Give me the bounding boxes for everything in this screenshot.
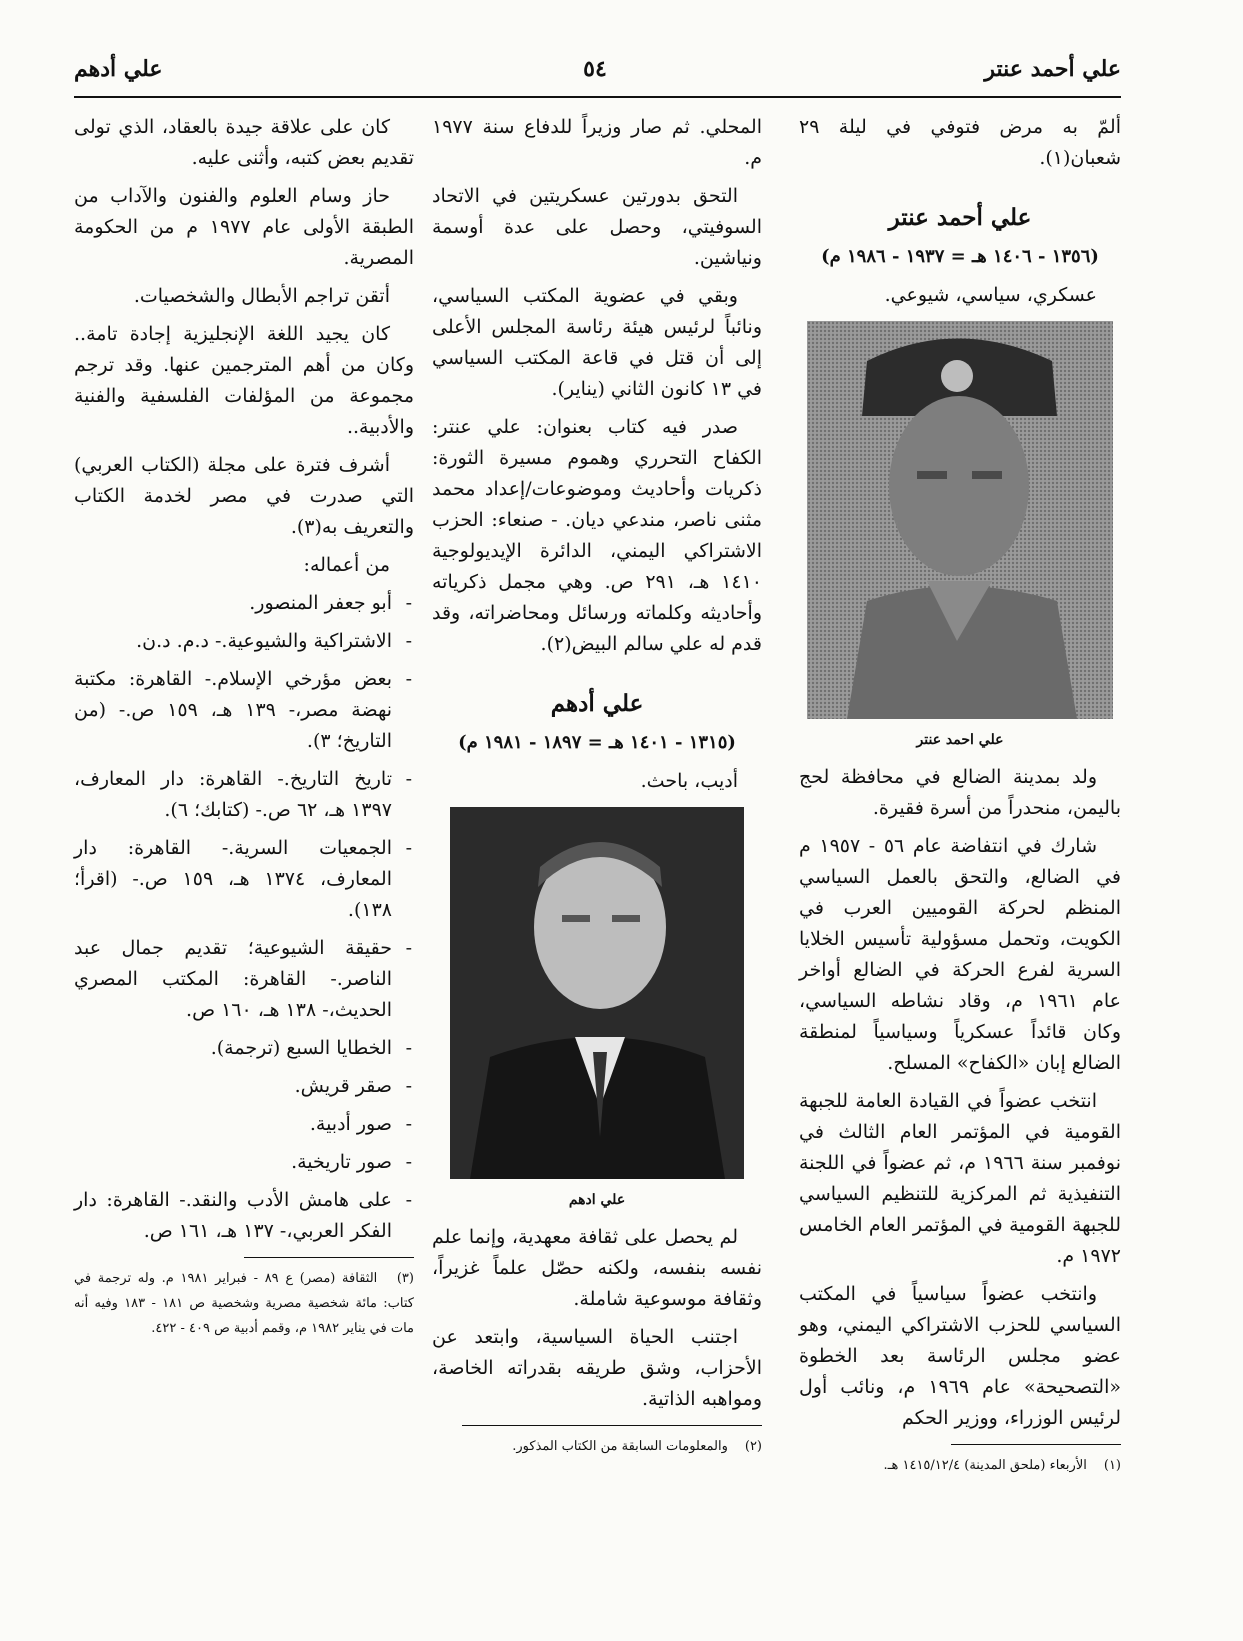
body-paragraph: لم يحصل على ثقافة معهدية، وإنما علم نفسه بنفسه، ولكنه حصّل علماً غزيراً، وثقافة موسوعية شاملة. bbox=[432, 1226, 762, 1310]
footnote-rule bbox=[462, 1425, 762, 1426]
entry-title: علي أحمد عنتر bbox=[888, 204, 1032, 231]
header-rule bbox=[74, 96, 1121, 98]
body-paragraph: انتخب عضواً في القيادة العامة للجبهة القومية في المؤتمر العام الثالث في نوفمبر سنة ١٩٦٦ م، ثم عضواً في اللجنة التنفيذية ثم المركزية للتنظيم السياسي للجبهة القومية في المؤتمر العام الخامس ١٩٧٢ م. bbox=[799, 1090, 1121, 1267]
footnote bbox=[74, 1266, 414, 1341]
portrait-image bbox=[807, 321, 1113, 719]
footnote bbox=[799, 1453, 1121, 1478]
page-number: ٥٤ bbox=[583, 56, 607, 82]
entry-title: علي أدهم bbox=[550, 690, 644, 717]
portrait-photo bbox=[807, 321, 1113, 719]
body-paragraph: شارك في انتفاضة عام ٥٦ - ١٩٥٧ م في الضالع، والتحق بالعمل السياسي المنظم لحركة القوميين العرب في الكويت، وتحمل مسؤولية تأسيس الخلايا السرية لفرع الحركة في الضالع أواخر عام ١٩٦١ م، وقاد نشاطه السياسي، وكان قائداً عسكرياً وسياسياً لمنطقة الضالع إبان «الكفاح» المسلح. bbox=[799, 835, 1122, 1074]
works-list-item: - أبو جعفر المنصور. bbox=[74, 588, 414, 619]
works-list-item: - الجمعيات السرية.- القاهرة: دار المعارف، ١٣٧٤ هـ، ١٥٩ ص.- (اقرأ؛ ١٣٨). bbox=[74, 833, 414, 926]
works-list-item: - صقر قريش. bbox=[74, 1071, 414, 1102]
footnote-number: (٢) bbox=[744, 1439, 762, 1454]
portrait-photo bbox=[450, 807, 744, 1179]
works-heading: من أعماله: bbox=[303, 554, 390, 576]
works-list-item: - بعض مؤرخي الإسلام.- القاهرة: مكتبة نهضة مصر،- ١٣٩ هـ، ١٥٩ ص.- (من التاريخ؛ ٣). bbox=[74, 664, 414, 757]
running-header-left: علي أدهم bbox=[74, 56, 163, 82]
column-left bbox=[74, 112, 414, 1341]
column-middle bbox=[432, 112, 762, 1459]
body-paragraph: أتقن تراجم الأبطال والشخصيات. bbox=[133, 285, 390, 307]
works-list-item: - على هامش الأدب والنقد.- القاهرة: دار الفكر العربي،- ١٣٧ هـ، ١٦١ ص. bbox=[74, 1185, 414, 1247]
works-list bbox=[74, 588, 414, 1247]
footnote-rule bbox=[951, 1444, 1121, 1445]
body-paragraph: صدر فيه كتاب بعنوان: علي عنتر: الكفاح التحرري وهموم مسيرة الثورة: ذكريات وأحاديث وموضوعات/إعداد محمد مثنى ناصر، مندعي ديان. - صنعاء: الحزب الاشتراكي اليمني، الدائرة الإيديولوجية ١٤١٠ هـ، ٢٩١ ص. وهي مجمل ذكرياته وأحاديثه وكلماته ورسائل ومحاضراته، وقد قدم له علي سالم البيض(٢). bbox=[432, 416, 762, 655]
footnote-rule bbox=[244, 1257, 414, 1258]
running-header-right: علي أحمد عنتر bbox=[984, 56, 1121, 82]
body-paragraph: وبقي في عضوية المكتب السياسي، ونائباً لرئيس هيئة رئاسة المجلس الأعلى إلى أن قتل في قاعة المكتب السياسي في ١٣ كانون الثاني (يناير). bbox=[432, 285, 762, 400]
works-list-item: - الاشتراكية والشيوعية.- د.م. د.ن. bbox=[74, 626, 414, 657]
portrait-image bbox=[450, 807, 744, 1179]
body-paragraph: اجتنب الحياة السياسية، وابتعد عن الأحزاب، وشق طريقه بقدراته الخاصة، ومواهبه الذاتية. bbox=[432, 1326, 762, 1410]
portrait-caption: علي ادهم bbox=[568, 1192, 626, 1208]
works-list-item: - حقيقة الشيوعية؛ تقديم جمال عبد الناصر.- القاهرة: المكتب المصري الحديث،- ١٣٨ هـ، ١٦٠ ص. bbox=[74, 933, 414, 1026]
entry-dates: (١٣٥٦ - ١٤٠٦ هـ = ١٩٣٧ - ١٩٨٦ م) bbox=[821, 246, 1099, 267]
footnote-number: (١) bbox=[1103, 1458, 1121, 1473]
column-right bbox=[799, 112, 1121, 1478]
body-paragraph: حاز وسام العلوم والفنون والآداب من الطبقة الأولى عام ١٩٧٧ م من الحكومة المصرية. bbox=[74, 185, 414, 269]
works-list-item: - صور أدبية. bbox=[74, 1109, 414, 1140]
footnote bbox=[432, 1434, 762, 1459]
body-paragraph: المحلي. ثم صار وزيراً للدفاع سنة ١٩٧٧ م. bbox=[432, 116, 762, 169]
entry-dates: (١٣١٥ - ١٤٠١ هـ = ١٨٩٧ - ١٩٨١ م) bbox=[458, 732, 736, 753]
body-paragraph: كان على علاقة جيدة بالعقاد، الذي تولى تقديم بعض كتبه، وأثنى عليه. bbox=[74, 116, 414, 169]
body-paragraph: ولد بمدينة الضالع في محافظة لحج باليمن، منحدراً من أسرة فقيرة. bbox=[799, 766, 1121, 819]
footnote-text: والمعلومات السابقة من الكتاب المذكور. bbox=[512, 1439, 728, 1454]
body-paragraph: أشرف فترة على مجلة (الكتاب العربي) التي صدرت في مصر لخدمة الكتاب والتعريف به(٣). bbox=[74, 454, 414, 538]
works-list-item: - تاريخ التاريخ.- القاهرة: دار المعارف، ١٣٩٧ هـ، ٦٢ ص.- (كتابك؛ ٦). bbox=[74, 764, 414, 826]
entry-role: أديب، باحث. bbox=[640, 770, 738, 792]
works-list-item: - صور تاريخية. bbox=[74, 1147, 414, 1178]
footnote-text: الأربعاء (ملحق المدينة) ١٤١٥/١٢/٤ هـ. bbox=[883, 1458, 1087, 1473]
footnote-number: (٣) bbox=[396, 1271, 414, 1286]
portrait-caption: علي احمد عنتر bbox=[916, 732, 1004, 748]
entry-role: عسكري، سياسي، شيوعي. bbox=[884, 284, 1097, 306]
footnote-text: الثقافة (مصر) ع ٨٩ - فبراير ١٩٨١ م. وله ترجمة في كتاب: مائة شخصية مصرية وشخصية ص ١٨١ - ١٨٣ وفيه أنه مات في يناير ١٩٨٢ م، وقمم أدبية ص ٤٠٩ - ٤٢٢. bbox=[74, 1271, 414, 1336]
body-paragraph: وانتخب عضواً سياسياً في المكتب السياسي للحزب الاشتراكي اليمني، وهو عضو مجلس الرئاسة بعد الخطوة «التصحيحة» عام ١٩٦٩ م، ونائب أول لرئيس الوزراء، ووزير الحكم bbox=[799, 1283, 1121, 1429]
intro-paragraph: ألمّ به مرض فتوفي في ليلة ٢٩ شعبان(١). bbox=[799, 116, 1121, 169]
works-list-item: - الخطايا السبع (ترجمة). bbox=[74, 1033, 414, 1064]
body-paragraph: كان يجيد اللغة الإنجليزية إجادة تامة.. وكان من أهم المترجمين عنها. وقد ترجم مجموعة من المؤلفات الفلسفية والفنية والأدبية.. bbox=[74, 323, 414, 438]
body-paragraph: التحق بدورتين عسكريتين في الاتحاد السوفيتي، وحصل على عدة أوسمة ونياشين. bbox=[432, 185, 762, 269]
